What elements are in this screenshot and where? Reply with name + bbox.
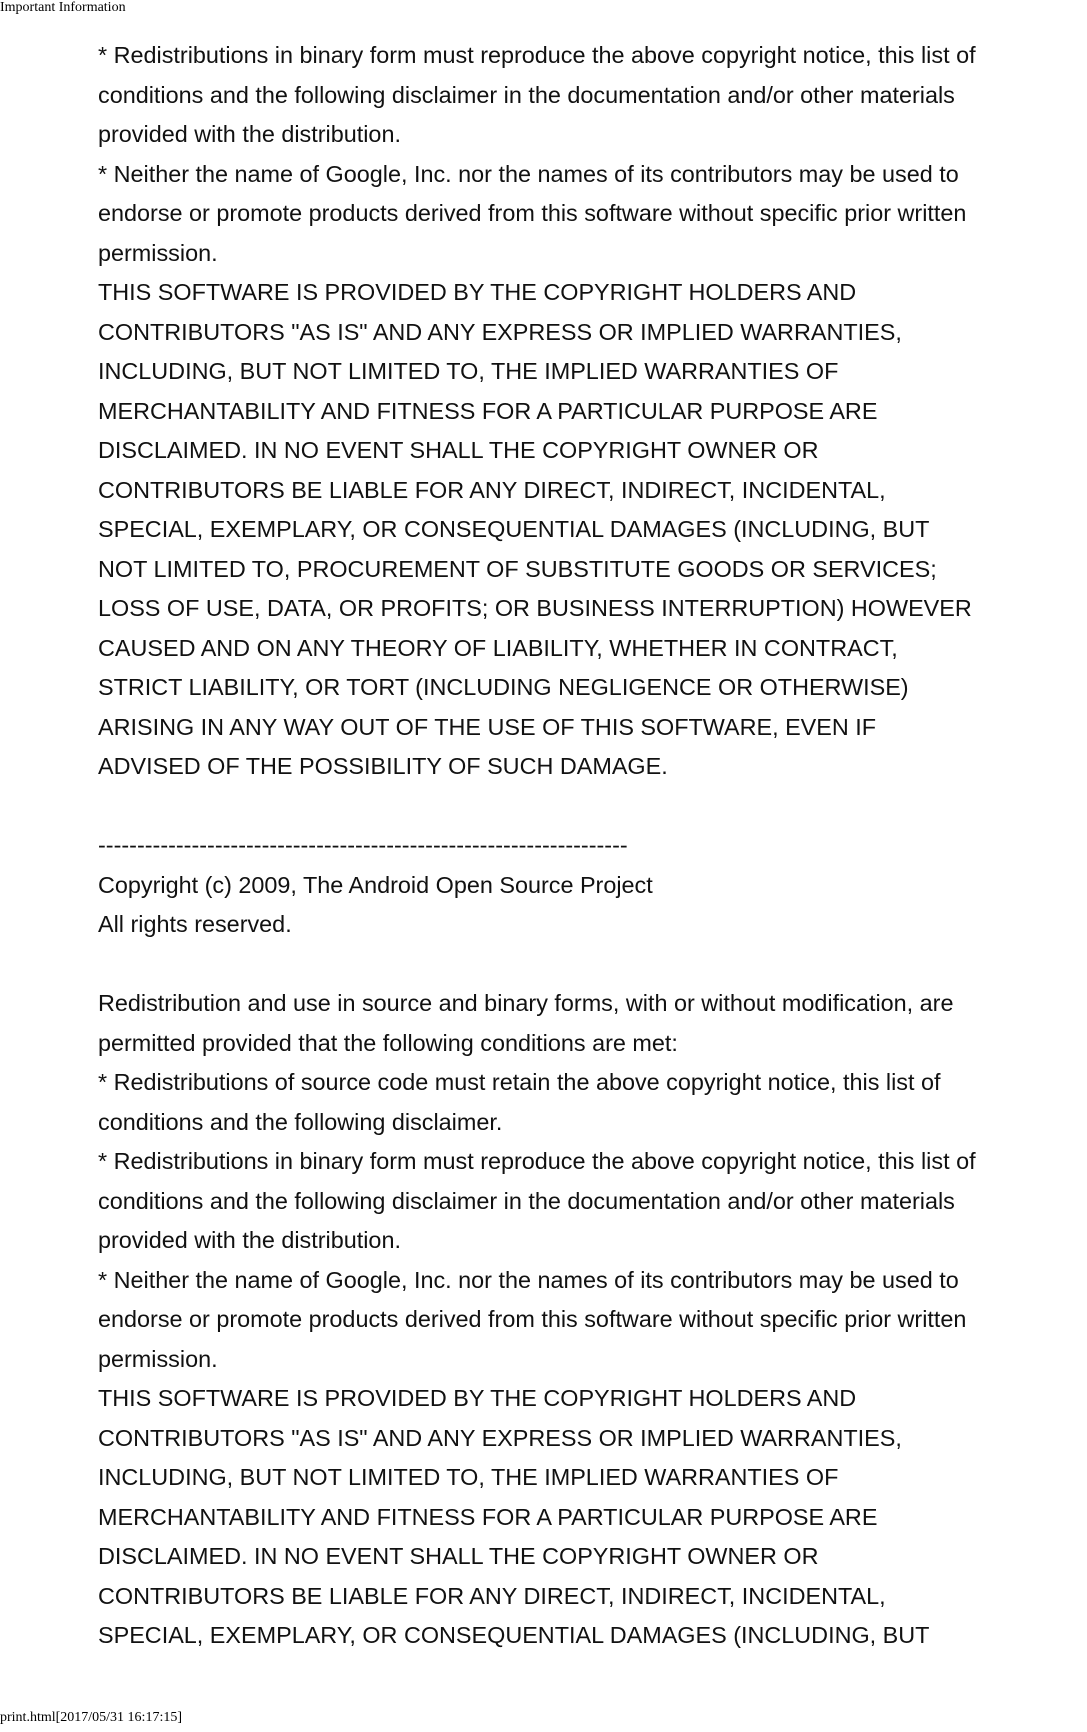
text-line: provided with the distribution.: [98, 121, 401, 147]
text-line: * Redistributions of source code must retain the above copyright notice, this list of: [98, 1069, 941, 1095]
text-line: SPECIAL, EXEMPLARY, OR CONSEQUENTIAL DAMAGES (INCLUDING, BUT: [98, 1622, 930, 1648]
text-line: conditions and the following disclaimer.: [98, 1108, 503, 1135]
text-line: Copyright (c) 2009, The Android Open Source Project: [98, 871, 653, 898]
text-line: * Redistributions in binary form must reproduce the above copyright notice, this list of: [98, 1148, 976, 1174]
text-line: SPECIAL, EXEMPLARY, OR CONSEQUENTIAL DAMAGES (INCLUDING, BUT: [98, 516, 930, 542]
text-line: endorse or promote products derived from this software without specific prior written: [98, 1306, 967, 1332]
text-line: STRICT LIABILITY, OR TORT (INCLUDING NEGLIGENCE OR OTHERWISE): [98, 674, 909, 700]
text-line: * Redistributions in binary form must reproduce the above copyright notice, this list of: [98, 42, 976, 68]
text-line: CONTRIBUTORS BE LIABLE FOR ANY DIRECT, INDIRECT, INCIDENTAL,: [98, 476, 886, 503]
page-footer: print.html[2017/05/31 16:17:15]: [0, 1710, 182, 1725]
text-line: [98, 787, 1087, 827]
text-line: conditions and the following disclaimer in the documentation and/or other materials: [98, 81, 955, 108]
text-line: conditions and the following disclaimer in the documentation and/or other materials: [98, 1187, 955, 1214]
text-line: permission.: [98, 1345, 218, 1372]
text-line: LOSS OF USE, DATA, OR PROFITS; OR BUSINESS INTERRUPTION) HOWEVER: [98, 595, 972, 621]
text-line: --------------------------------------------------------------------: [98, 832, 628, 858]
text-line: permitted provided that the following conditions are met:: [98, 1029, 678, 1056]
text-line: DISCLAIMED. IN NO EVENT SHALL THE COPYRIGHT OWNER OR: [98, 1543, 819, 1569]
text-line: provided with the distribution.: [98, 1227, 401, 1253]
text-line: endorse or promote products derived from this software without specific prior written: [98, 200, 967, 226]
text-line: MERCHANTABILITY AND FITNESS FOR A PARTICULAR PURPOSE ARE: [98, 1503, 878, 1530]
text-line: DISCLAIMED. IN NO EVENT SHALL THE COPYRIGHT OWNER OR: [98, 437, 819, 463]
text-line: CONTRIBUTORS BE LIABLE FOR ANY DIRECT, INDIRECT, INCIDENTAL,: [98, 1582, 886, 1609]
text-line: [98, 945, 1087, 985]
text-line: * Neither the name of Google, Inc. nor the names of its contributors may be used to: [98, 1266, 959, 1293]
text-line: CAUSED AND ON ANY THEORY OF LIABILITY, WHETHER IN CONTRACT,: [98, 634, 898, 661]
text-line: Redistribution and use in source and binary forms, with or without modification, are: [98, 990, 954, 1016]
text-line: THIS SOFTWARE IS PROVIDED BY THE COPYRIGHT HOLDERS AND: [98, 1385, 857, 1411]
text-line: ADVISED OF THE POSSIBILITY OF SUCH DAMAGE.: [98, 753, 668, 779]
license-text: [98, 36, 1087, 1656]
text-line: THIS SOFTWARE IS PROVIDED BY THE COPYRIGHT HOLDERS AND: [98, 279, 857, 305]
text-line: CONTRIBUTORS "AS IS" AND ANY EXPRESS OR IMPLIED WARRANTIES,: [98, 1424, 902, 1451]
text-line: INCLUDING, BUT NOT LIMITED TO, THE IMPLIED WARRANTIES OF: [98, 358, 839, 384]
text-line: * Neither the name of Google, Inc. nor the names of its contributors may be used to: [98, 160, 959, 187]
text-line: MERCHANTABILITY AND FITNESS FOR A PARTICULAR PURPOSE ARE: [98, 397, 878, 424]
text-line: NOT LIMITED TO, PROCUREMENT OF SUBSTITUTE GOODS OR SERVICES;: [98, 555, 937, 582]
text-line: All rights reserved.: [98, 911, 292, 937]
text-line: CONTRIBUTORS "AS IS" AND ANY EXPRESS OR IMPLIED WARRANTIES,: [98, 318, 902, 345]
text-line: permission.: [98, 239, 218, 266]
text-line: ARISING IN ANY WAY OUT OF THE USE OF THIS SOFTWARE, EVEN IF: [98, 713, 877, 740]
page-header: Important Information: [0, 0, 126, 15]
text-line: INCLUDING, BUT NOT LIMITED TO, THE IMPLIED WARRANTIES OF: [98, 1464, 839, 1490]
